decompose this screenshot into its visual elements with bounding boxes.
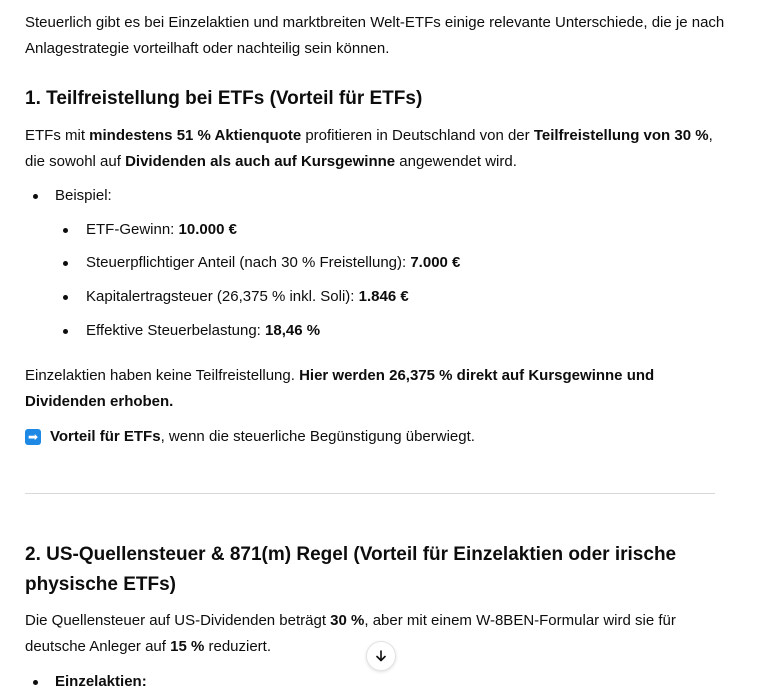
divider	[25, 493, 715, 494]
section1-paragraph: ETFs mit mindestens 51 % Aktienquote profitieren in Deutschland von der Teilfreistellung von 30 %, die sowohl auf Dividenden als auch auf Kursgewinne angewendet wird.	[25, 127, 713, 170]
arrow-right-icon: ➡	[25, 429, 41, 445]
section1-heading: 1. Teilfreistellung bei ETFs (Vorteil für ETFs)	[25, 88, 423, 109]
bullet-dot	[63, 261, 68, 266]
arrow-down-icon	[374, 649, 388, 663]
section2-paragraph: Die Quellensteuer auf US-Dividenden beträgt 30 %, aber mit einem W-8BEN-Formular wird sie für deutsche Anleger auf 15 % reduziert.	[25, 612, 676, 655]
example-label: Beispiel:	[55, 187, 112, 204]
einzelaktien-paragraph: Einzelaktien haben keine Teilfreistellung. Hier werden 26,375 % direkt auf Kursgewinne und Dividenden erhoben.	[25, 367, 655, 410]
scroll-down-button[interactable]	[366, 641, 396, 671]
bullet-dot	[63, 329, 68, 334]
bullet-dot	[63, 295, 68, 300]
message-content: Steuerlich gibt es bei Einzelaktien und marktbreiten Welt-ETFs einige relevante Unterschiede, die je nach Anlagestrategie vorteilhaft oder nachteilig sein können. 1. Teilfreistellung bei ETFs (Vorteil für ETFs) ETFs mit mindestens 51 % Aktienquote profitieren in Deutschland von der Teilfreistellung von 30 %, die sowohl auf Dividenden als auch auf Kursgewinne angewendet wird. Beispiel: ETF-Gewinn: 10.000 € Steuerpflichtiger Anteil (nach 30 % Freistellung): 7.000 € Kapitalertragsteuer (26,375 % inkl. Soli): 1.846 € Effektive Steuerbelastung: 18,46 % Einzelaktien haben keine Teilfreistellung. Hier werden 26,375 % direkt auf Kursgewinne und Dividenden erhoben. ➡ Vorteil für ETFs, wenn die steuerliche Begünstigung überwiegt. 2. US-Quellensteuer & 871(m) Regel (Vorteil für Einzelaktien oder irische physische ETFs) Die Quellensteuer auf US-Dividenden beträgt 30 %, aber mit einem W-8BEN-Formular wird sie für deutsche Anleger auf 15 % reduziert. Einzelaktien:	[25, 8, 725, 62]
bullet-dot	[33, 194, 38, 199]
bullet-dot	[33, 680, 38, 685]
vorteil-line: ➡ Vorteil für ETFs, wenn die steuerliche Begünstigung überwiegt.	[25, 424, 475, 450]
bullet-dot	[63, 228, 68, 233]
section2-heading: 2. US-Quellensteuer & 871(m) Regel (Vorteil für Einzelaktien oder irische physische ETFs)	[25, 544, 677, 595]
intro-paragraph: Steuerlich gibt es bei Einzelaktien und marktbreiten Welt-ETFs einige relevante Unterschiede, die je nach Anlagestrategie vorteilhaft oder nachteilig sein können.	[25, 14, 725, 57]
